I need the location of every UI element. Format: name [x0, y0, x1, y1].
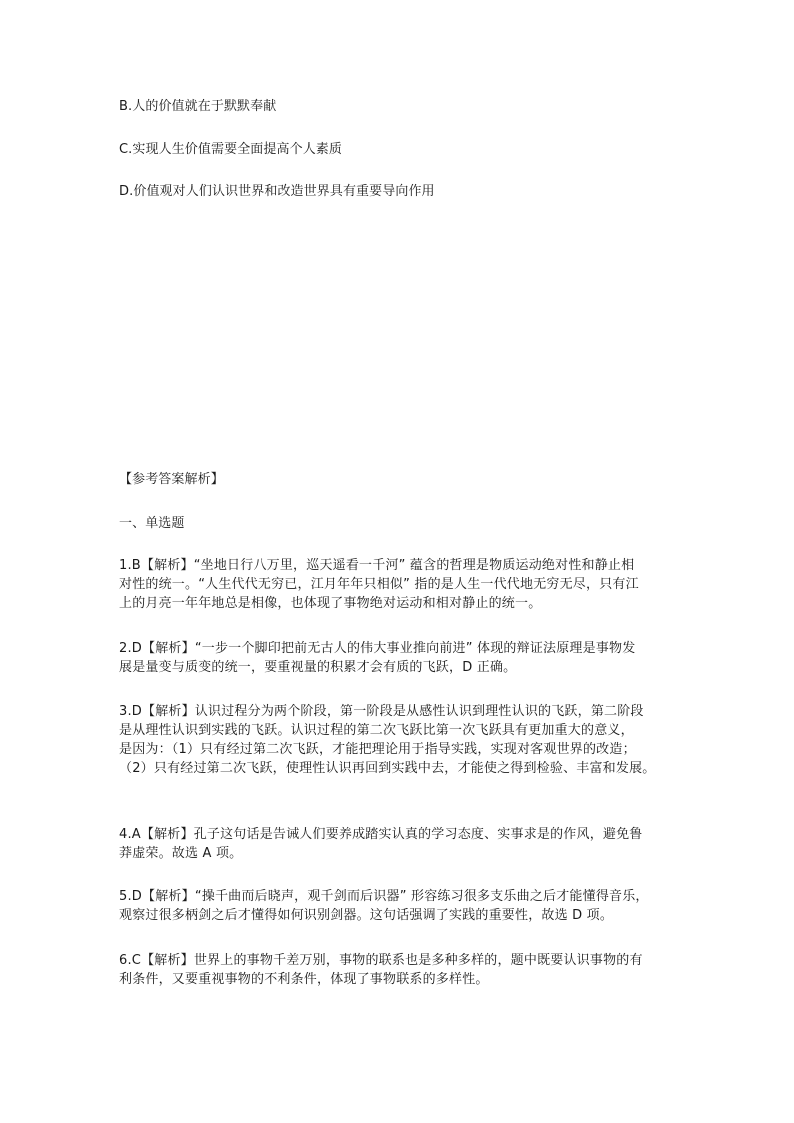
- answer-item-5: [119, 887, 679, 925]
- option-d: D.价值观对人们认识世界和改造世界具有重要导向作用: [119, 184, 435, 199]
- answer-section-title: 【参考答案解析】: [119, 472, 224, 487]
- answer-section-subtitle: 一、单选题: [119, 516, 185, 531]
- answer-line: 对性的统一。“人生代代无穷已，江月年年只相似” 指的是人生一代代地无穷无尽，只有江: [119, 577, 639, 592]
- answer-line: 利条件，又要重视事物的不利条件，体现了事物联系的多样性。: [119, 972, 489, 987]
- answer-line: 观察过很多柄剑之后才懂得如何识别剑器。这句话强调了实践的重要性，故选 D 项。: [119, 908, 614, 923]
- answer-line: 上的月亮一年年地总是相像，也体现了事物绝对运动和相对静止的统一。: [119, 596, 542, 611]
- answer-line: 2.D【解析】“一步一个脚印把前无古人的伟大事业推向前进” 体现的辩证法原理是事物发: [119, 641, 636, 656]
- answer-line: 5.D【解析】“操千曲而后晓声，观千剑而后识器” 形容练习很多支乐曲之后才能懂得音乐，: [119, 889, 649, 904]
- answer-line: 6.C【解析】世界上的事物千差万别，事物的联系也是多种多样的，题中既要认识事物的有: [119, 953, 643, 968]
- answer-line: 4.A【解析】孔子这句话是告诫人们要养成踏实认真的学习态度、实事求是的作风，避免鲁: [119, 827, 643, 842]
- answer-line: 是从理性认识到实践的飞跃。认识过程的第二次飞跃比第一次飞跃具有更加重大的意义，: [119, 723, 634, 738]
- answer-line: 展是量变与质变的统一，要重视量的积累才会有质的飞跃，D 正确。: [119, 660, 517, 675]
- answer-item-3: [119, 702, 679, 778]
- answer-line: （2）只有经过第二次飞跃，使理性认识再回到实践中去，才能使之得到检验、丰富和发展。: [119, 761, 656, 776]
- answer-line: 3.D【解析】认识过程分为两个阶段，第一阶段是从感性认识到理性认识的飞跃，第二阶段: [119, 704, 644, 719]
- answer-item-6: [119, 951, 679, 989]
- answer-line: 1.B【解析】“坐地日行八万里，巡天遥看一千河” 蕴含的哲理是物质运动绝对性和静止相: [119, 558, 635, 573]
- answer-line: 莽虚荣。故选 A 项。: [119, 846, 243, 861]
- option-c: C.实现人生价值需要全面提高个人素质: [119, 142, 343, 157]
- answer-item-1: [119, 556, 679, 613]
- answer-item-4: [119, 825, 679, 863]
- option-b: B.人的价值就在于默默奉献: [119, 99, 277, 114]
- answer-item-2: [119, 639, 679, 677]
- answer-line: 是因为：（1）只有经过第二次飞跃，才能把理论用于指导实践，实现对客观世界的改造；: [119, 742, 636, 757]
